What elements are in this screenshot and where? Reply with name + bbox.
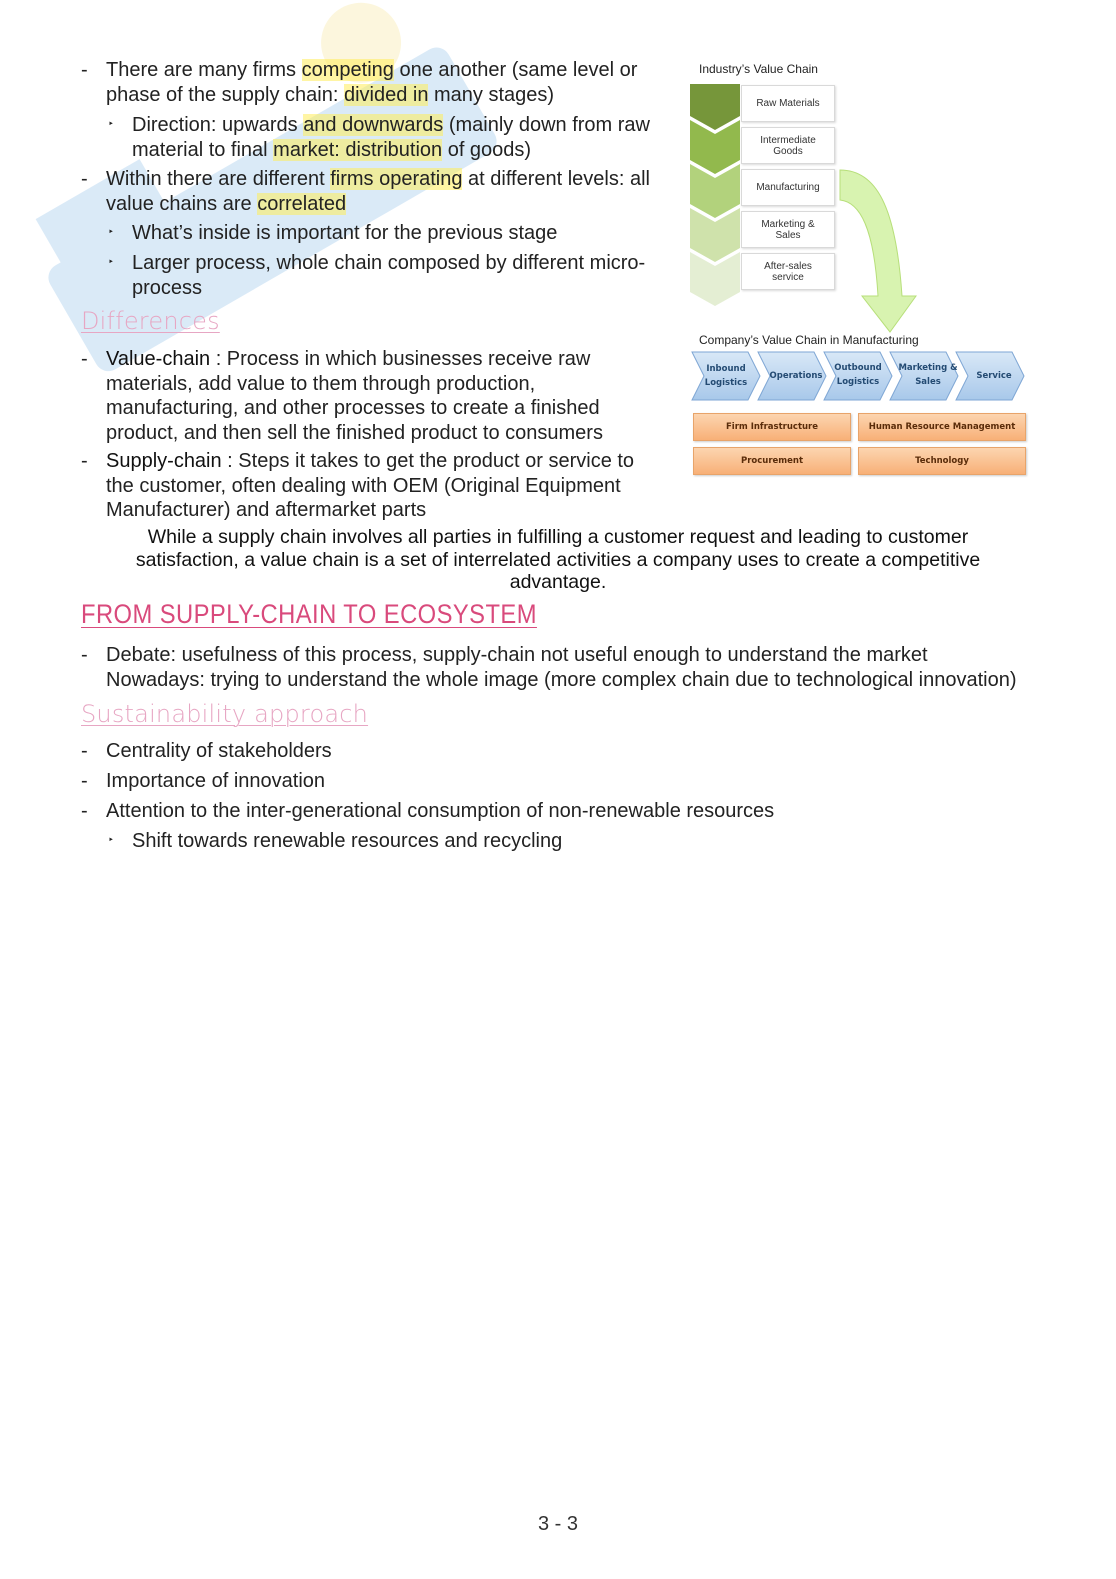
intro-bullet-1: There are many firms competing one another (same level or phase of the supply chain: divided in many stages) <box>106 59 638 106</box>
bullet-dash: - <box>81 168 88 190</box>
support-procurement: Procurement <box>693 447 851 475</box>
primary-marketing-sales: Marketing & Sales <box>898 363 958 387</box>
supply-chain-term: Supply-chain <box>106 450 222 472</box>
bullet-arrow: ‣ <box>108 835 114 846</box>
bullet-arrow: ‣ <box>108 257 114 268</box>
support-firm-infrastructure: Firm Infrastructure <box>693 413 851 441</box>
sustainability-item-1: Centrality of stakeholders <box>106 740 332 762</box>
primary-operations: Operations <box>769 371 823 381</box>
bullet-dash: - <box>81 450 88 472</box>
page-number: 3 - 3 <box>537 1513 579 1535</box>
sustainability-item-3: Attention to the inter-generational consumption of non-renewable resources <box>106 800 775 822</box>
bullet-arrow: ‣ <box>108 119 114 130</box>
industry-value-chain-title: Industry’s Value Chain <box>699 62 818 76</box>
bullet-dash: - <box>81 348 88 370</box>
bullet-dash: - <box>81 59 88 81</box>
bullet-dash: - <box>81 740 88 762</box>
ecosystem-heading: FROM SUPPLY-CHAIN TO ECOSYSTEM <box>81 599 537 629</box>
industry-stage-raw-materials: Raw Materials <box>741 85 835 122</box>
bullet-dash: - <box>81 800 88 822</box>
intro-sub-3: Larger process, whole chain composed by different micro- process <box>132 252 646 299</box>
intro-bullet-2: Within there are different firms operating at different levels: all value chains are correlated <box>106 168 650 215</box>
sustainability-sub: Shift towards renewable resources and recycling <box>132 830 563 852</box>
intro-sub-2: What’s inside is important for the previous stage <box>132 222 558 244</box>
bullet-dash: - <box>81 770 88 792</box>
differences-summary: While a supply chain involves all parties in fulfilling a customer request and leading to customer satisfaction, a value chain is a set of interrelated activities a company uses to create a competitive advantage. <box>135 526 981 593</box>
differences-heading: Differences <box>81 307 220 335</box>
industry-chevron <box>690 84 740 130</box>
intro-sub-1: Direction: upwards and downwards (mainly down from raw material to final market: distribution of goods) <box>132 114 650 161</box>
support-human-resource-management: Human Resource Management <box>858 413 1026 441</box>
supply-chain-definition: Supply-chain : Steps it takes to get the product or service to the customer, often dealing with OEM (Original Equipment Manufacturer) and aftermarket parts <box>106 450 635 521</box>
sustainability-item-2: Importance of innovation <box>106 770 326 792</box>
value-chain-term: Value-chain <box>106 348 211 370</box>
primary-outbound-logistics: Outbound Logistics <box>834 363 882 387</box>
company-value-chain-title: Company’s Value Chain in Manufacturing <box>699 333 919 347</box>
industry-stage-intermediate-goods: Intermediate Goods <box>741 127 835 164</box>
industry-stage-after-sales: After-sales service <box>741 253 835 290</box>
industry-stage-manufacturing: Manufacturing <box>741 169 835 206</box>
industry-stage-marketing-sales: Marketing & Sales <box>741 211 835 248</box>
primary-service: Service <box>976 371 1012 381</box>
bullet-arrow: ‣ <box>108 227 114 238</box>
big-curved-arrow <box>838 166 922 334</box>
primary-inbound-logistics: Inbound Logistics <box>704 364 748 388</box>
ecosystem-bullet: Debate: usefulness of this process, supply-chain not useful enough to understand the market Nowadays: trying to understand the whole image (more complex chain due to technological innovation) <box>106 644 1017 691</box>
support-technology: Technology <box>858 447 1026 475</box>
bullet-dash: - <box>81 644 88 666</box>
sustainability-heading: Sustainability approach <box>81 700 369 728</box>
value-chain-definition: Value-chain : Process in which businesses receive raw materials, add value to them through production, manufacturing, and other processes to create a finished product, and then sell the finished product to consumers <box>106 348 603 444</box>
